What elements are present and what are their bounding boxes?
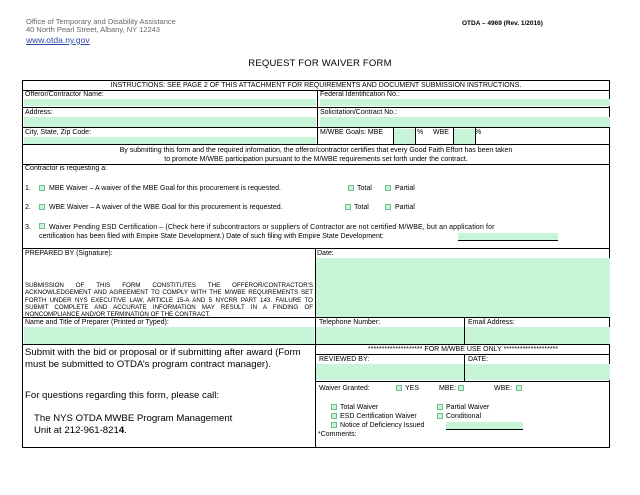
mbe-total-label: Total — [357, 185, 372, 192]
esd-cert-waiver-label: ESD Certification Waiver — [340, 413, 417, 420]
option-3-number: 3. — [25, 224, 31, 231]
waiver-mbe-checkbox[interactable] — [458, 385, 464, 391]
wbe-goal-label: WBE — [433, 129, 449, 136]
waiver-granted-label: Waiver Granted: — [319, 385, 370, 392]
mbe-waiver-checkbox[interactable] — [39, 185, 45, 191]
esd-cert-waiver-checkbox[interactable] — [331, 413, 337, 419]
contact-line-1: The NYS OTDA MWBE Program Management — [34, 413, 233, 424]
wbe-partial-label: Partial — [395, 204, 415, 211]
form-frame — [22, 80, 610, 448]
mbe-total-checkbox[interactable] — [348, 185, 354, 191]
contact-line-2-period: . — [124, 425, 127, 436]
waiver-mbe-label: MBE: — [439, 385, 457, 392]
wbe-partial-checkbox[interactable] — [385, 204, 391, 210]
partial-waiver-checkbox[interactable] — [437, 404, 443, 410]
conditional-label: Conditional — [446, 413, 482, 420]
date-field[interactable] — [316, 258, 610, 317]
review-date-label: DATE: — [468, 356, 489, 363]
esd-filing-date-field[interactable] — [458, 233, 558, 241]
mbe-waiver-label: MBE Waiver – A waiver of the MBE Goal for this procurement is requested. — [49, 185, 282, 192]
mwbe-use-only-header: ******************** FOR M/WBE USE ONLY ******************** — [368, 346, 558, 353]
form-number: OTDA – 4969 (Rev. 1/2016) — [462, 20, 543, 27]
instructions: INSTRUCTIONS: SEE PAGE 2 OF THIS ATTACHMENT FOR REQUIREMENTS AND DOCUMENT SUBMISSION INSTRUCTIONS. — [110, 82, 522, 89]
total-waiver-checkbox[interactable] — [331, 404, 337, 410]
notice-deficiency-field[interactable] — [446, 422, 523, 430]
wbe-goal-field[interactable] — [454, 129, 475, 144]
mbe-percent: % — [417, 129, 424, 136]
offeror-name-label: Offeror/Contractor Name: — [25, 91, 104, 98]
esd-pending-checkbox[interactable] — [39, 223, 45, 229]
submit-instructions: Submit with the bid or proposal or if submitting after award (Form must be submitted to OTDA’s program contract manager). — [25, 347, 301, 370]
certification-line-2: to promote M/WBE participation pursuant to the M/WBE requirements set forth under the contract. — [164, 156, 468, 163]
federal-id-label: Federal Identification No.: — [320, 91, 400, 98]
telephone-field[interactable] — [316, 327, 464, 344]
agency-address: 40 North Pearl Street, Albany, NY 12243 — [26, 25, 160, 34]
notice-deficiency-checkbox[interactable] — [331, 422, 337, 428]
option-1-number: 1. — [25, 185, 31, 192]
waiver-yes-checkbox[interactable] — [396, 385, 402, 391]
date-label: Date: — [317, 250, 334, 257]
contact-line-2 — [34, 425, 127, 437]
wbe-total-checkbox[interactable] — [345, 204, 351, 210]
solicitation-field[interactable] — [320, 117, 610, 127]
contact-line-2-digit: 4 — [118, 425, 125, 436]
mwbe-goals-label: M/WBE Goals: MBE — [320, 129, 384, 136]
requesting-label: Contractor is requesting a: — [25, 165, 108, 172]
total-waiver-label: Total Waiver — [340, 404, 379, 411]
mbe-partial-label: Partial — [395, 185, 415, 192]
federal-id-field[interactable] — [320, 99, 610, 106]
email-label: Email Address: — [468, 319, 515, 326]
mbe-partial-checkbox[interactable] — [385, 185, 391, 191]
waiver-wbe-checkbox[interactable] — [516, 385, 522, 391]
email-field[interactable] — [465, 327, 610, 344]
form-title: REQUEST FOR WAIVER FORM — [248, 58, 392, 69]
city-state-zip-label: City, State, Zip Code: — [25, 129, 92, 136]
agency-website-link[interactable]: www.otda.ny.gov — [26, 35, 90, 45]
wbe-waiver-checkbox[interactable] — [39, 204, 45, 210]
preparer-name-field[interactable] — [24, 327, 314, 344]
certification-line-1: By submitting this form and the required information, the offeror/contractor certifies that every Good Faith Effort has been taken — [119, 147, 513, 154]
offeror-name-field[interactable] — [24, 99, 316, 106]
wbe-percent: % — [475, 129, 482, 136]
partial-waiver-label: Partial Waiver — [446, 404, 490, 411]
wbe-total-label: Total — [354, 204, 369, 211]
option-2-number: 2. — [25, 204, 31, 211]
telephone-label: Telephone Number: — [319, 319, 381, 326]
solicitation-label: Solicitation/Contract No.: — [320, 109, 398, 116]
questions-text: For questions regarding this form, please call: — [25, 390, 220, 401]
reviewed-by-label: REVIEWED BY: — [319, 356, 370, 363]
review-date-field[interactable] — [465, 364, 610, 380]
waiver-wbe-label: WBE: — [494, 385, 512, 392]
waiver-yes-label: YES — [405, 385, 420, 392]
notice-deficiency-label: Notice of Deficiency Issued — [340, 422, 425, 429]
esd-pending-label-2: certification has been filed with Empire State Development.) Date of such filing with Empire State Development: — [39, 233, 384, 240]
comments-label: *Comments: — [318, 431, 357, 438]
contact-line-2-text: Unit at 212-961-821 — [34, 425, 119, 436]
agency-block — [26, 18, 176, 44]
mbe-goal-field[interactable] — [394, 129, 415, 144]
city-state-zip-field[interactable] — [24, 137, 316, 144]
acknowledgement-text: SUBMISSION OF THIS FORM CONSTITUTES THE OFFEROR/CONTRACTOR'S ACKNOWLEDGEMENT AND AGREEMENT TO COMPLY WITH THE M/WBE REQUIREMENTS SET FORTH UNDER NYS EXECUTIVE LAW, ARTICLE 15-A AND 5 NYCRR PART 143. FAILURE TO SUBMIT COMPLETE AND ACCURATE INFORMATION MAY RESULT IN A FINDING OF NONCOMPLIANCE AND/OR TERMINATION OF THE CONTRACT. — [25, 282, 313, 319]
agency-name: Office of Temporary and Disability Assistance — [26, 17, 176, 26]
address-label: Address: — [25, 109, 53, 116]
wbe-waiver-label: WBE Waiver – A waiver of the WBE Goal for this procurement is requested. — [49, 204, 283, 211]
esd-pending-label: Waiver Pending ESD Certification – (Check here if subcontractors or suppliers of Contractor are not certified M/WBE, but an application for — [49, 224, 495, 231]
prepared-by-label: PREPARED BY (Signature): — [25, 250, 113, 257]
preparer-name-label: Name and Title of Preparer (Printed or Typed): — [25, 319, 169, 326]
conditional-checkbox[interactable] — [437, 413, 443, 419]
reviewed-by-field[interactable] — [316, 364, 464, 380]
address-field[interactable] — [24, 117, 316, 127]
